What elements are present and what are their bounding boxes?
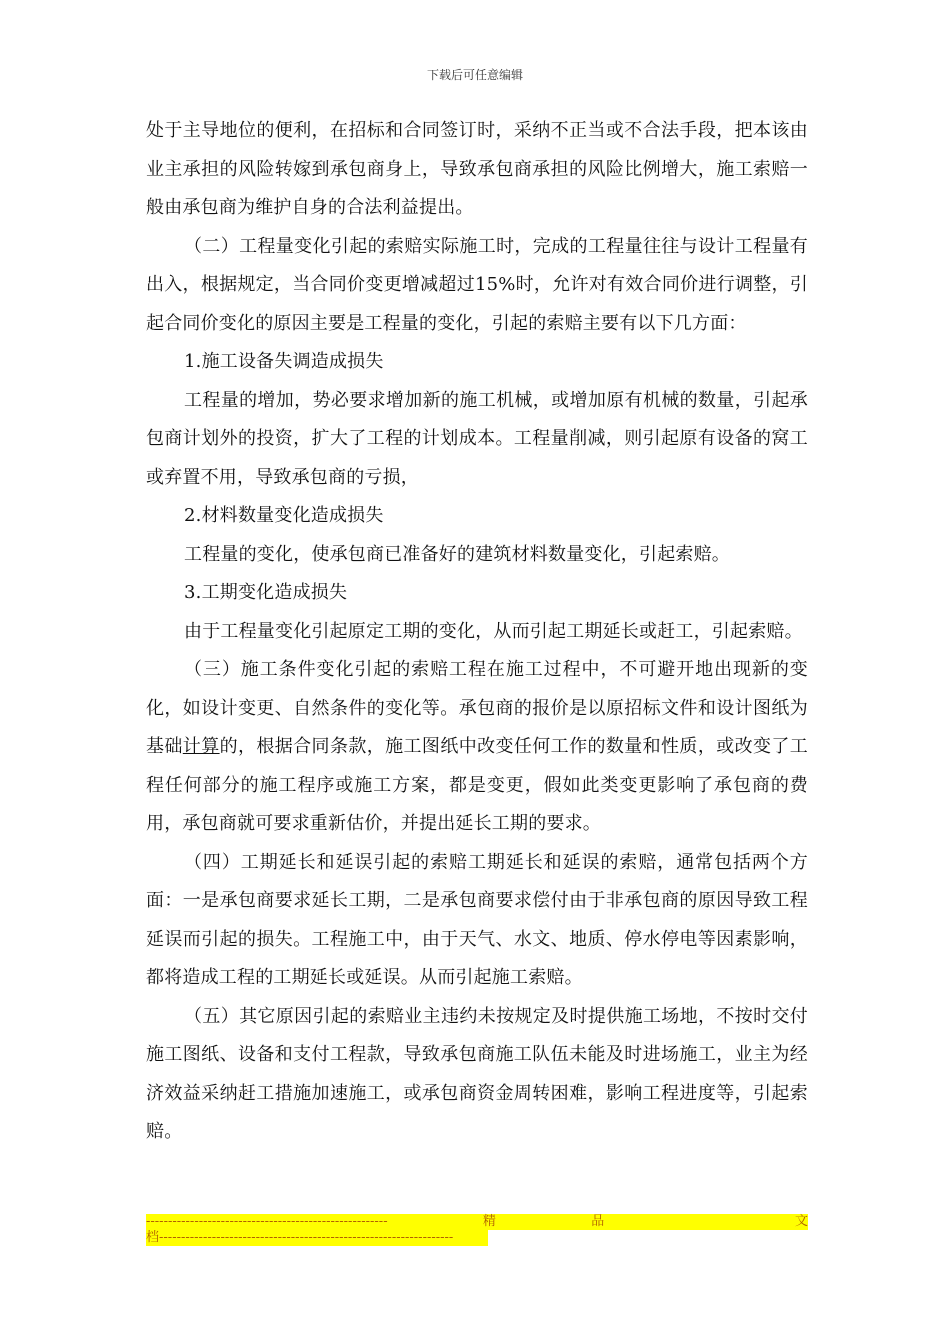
subheading-1: 1.施工设备失调造成损失 [184,351,384,372]
paragraph-section-5: （五）其它原因引起的索赔业主违约未按规定及时提供施工场地，不按时交付施工图纸、设备和支付工程款，导致承包商施工队伍未能及时进场施工，业主为经济效益采纳赶工措施加速施工，或承包商资金周转困难，影响工程进度等，引起索赔。 [146,1005,808,1142]
paragraph-equipment: 工程量的增加，势必要求增加新的施工机械，或增加原有机械的数量，引起承包商计划外的投资，扩大了工程的计划成本。工程量削减，则引起原有设备的窝工或弃置不用，导致承包商的亏损， [146,389,808,488]
subheading-3: 3.工期变化造成损失 [184,582,348,603]
footer-char-3: 文 [794,1214,808,1229]
footer-char-1: 精 [482,1214,496,1229]
paragraph-section-3 [146,651,808,844]
footer-char-4: 档 [146,1230,160,1245]
page-header: 下载后可任意编辑 [426,68,523,82]
document-body [146,112,808,1152]
paragraph-section-3-after: 的，根据合同条款，施工图纸中改变任何工作的数量和性质，或改变了工程任何部分的施工程序或施工方案，都是变更，假如此类变更影响了承包商的费用，承包商就可要求重新估价，并提出延长工期的要求。 [146,736,808,834]
calculation-link[interactable]: 计算 [182,736,220,757]
paragraph-materials: 工程量的变化，使承包商已准备好的建筑材料数量变化，引起索赔。 [184,543,730,565]
paragraph-1: 处于主导地位的便利，在招标和合同签订时，采纳不正当或不合法手段，把本该由业主承担的风险转嫁到承包商身上，导致承包商承担的风险比例增大，施工索赔一般由承包商为维护自身的合法利益提出。 [146,120,808,218]
footer-char-2: 品 [591,1214,605,1229]
footer-dashes-left: ------------------------------------------------------- [146,1214,388,1229]
paragraph-section-4: （四）工期延长和延误引起的索赔工期延长和延误的索赔，通常包括两个方面：一是承包商要求延长工期，二是承包商要求偿付由于非承包商的原因导致工程延误而引起的损失。工程施工中，由于天气、水文、地质、停水停电等因素影响，都将造成工程的工期延长或延误。从而引起施工索赔。 [146,851,808,988]
footer-line-2 [146,1230,488,1246]
footer-line-1 [146,1214,808,1230]
paragraph-schedule: 由于工程量变化引起原定工期的变化，从而引起工期延长或赶工，引起索赔。 [184,620,803,642]
paragraph-section-2: （二）工程量变化引起的索赔实际施工时，完成的工程量往往与设计工程量有出入，根据规定，当合同价变更增减超过15%时，允许对有效合同价进行调整，引起合同价变化的原因主要是工程量的变化，引起的索赔主要有以下几方面： [146,235,808,334]
page-footer [146,1214,808,1251]
subheading-2: 2.材料数量变化造成损失 [184,505,384,526]
paragraph-section-3-before: （三）施工条件变化引起的索赔工程在施工过程中，不可避开地出现新的变化，如设计变更、自然条件的变化等。承包商的报价是以原招标文件和设计图纸为基础 [146,659,808,757]
footer-dashes-right: ------------------------------------------------------------------- [159,1230,454,1245]
